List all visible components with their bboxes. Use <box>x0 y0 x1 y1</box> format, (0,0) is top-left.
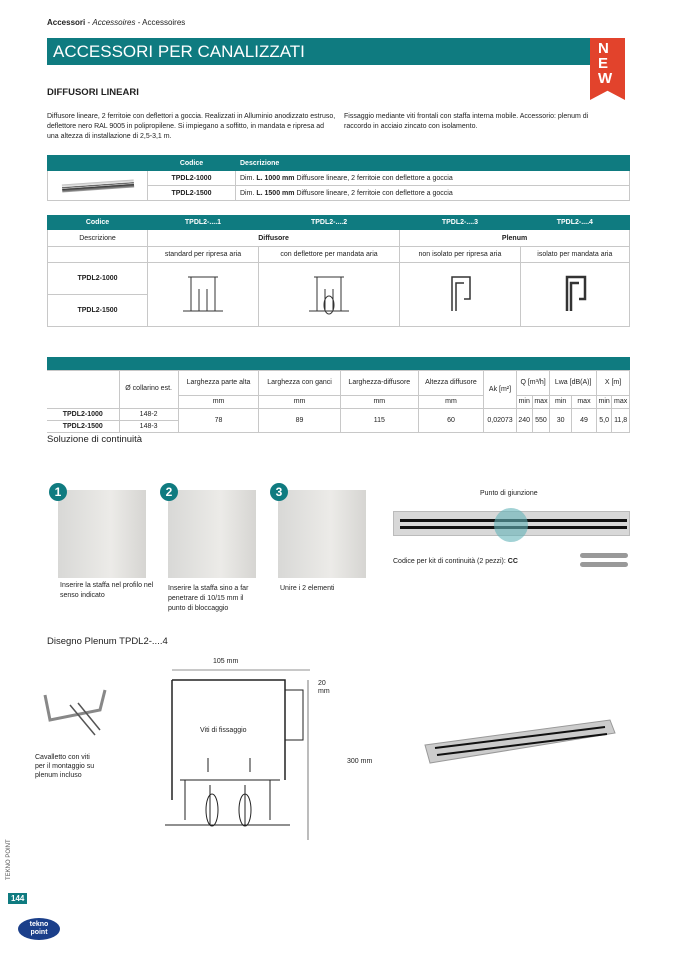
plenum-drawing <box>150 650 380 850</box>
tekno-point-logo: tekno point <box>18 918 60 940</box>
step-2-photo <box>168 490 256 578</box>
drawing-standard <box>148 263 259 327</box>
step-3-photo <box>278 490 366 578</box>
step-number: 3 <box>270 483 288 501</box>
breadcrumb: Accessori - Accessoires - Accessoires <box>47 18 186 27</box>
step-number: 2 <box>160 483 178 501</box>
diffuser-photo <box>420 715 620 770</box>
junction-label: Punto di giunzione <box>480 490 538 497</box>
screws-label: Viti di fissaggio <box>200 727 247 734</box>
diffuser-image <box>48 171 148 201</box>
product-table: Codice Descrizione TPDL2-1000 Dim. L. 1000 mm Diffusore lineare, 2 ferritoie con deflettore a goccia TPDL2-1500 Dim. L. 1500 mm Diffusore lineare, 2 ferritoie con deflettore a goccia <box>47 155 630 201</box>
step-number: 1 <box>49 483 67 501</box>
dim-height: 300 mm <box>347 758 373 765</box>
kit-strips-image <box>580 553 628 558</box>
page-title: ACCESSORI PER CANALIZZATI <box>47 38 592 65</box>
continuity-title: Soluzione di continuità <box>47 434 143 445</box>
table-row: TPDL2-1500 148-3 <box>47 420 630 432</box>
step-1-photo <box>58 490 146 578</box>
section-title: DIFFUSORI LINEARI <box>47 87 139 98</box>
kit-strips-image <box>580 562 628 567</box>
drawing-plenum-insulated <box>520 263 629 327</box>
table-row: TPDL2-1000 148-2 78 89 115 60 0,02073 240 550 30 49 5,0 11,8 <box>47 408 630 420</box>
table-row: TPDL2-1000 Dim. L. 1000 mm Diffusore lineare, 2 ferritoie con deflettore a goccia <box>48 171 630 186</box>
step-caption: Inserire la staffa sino a far penetrare di 10/15 mm il punto di bloccaggio <box>168 585 249 612</box>
brand-vertical: TEKNO POINT <box>6 839 12 880</box>
dim-width: 105 mm <box>213 658 239 665</box>
dim-20: 20 mm <box>318 680 330 695</box>
intro-right: Fissaggio mediante viti frontali con staffa interna mobile. Accessorio: plenum di raccordo in acciaio zincato con isolamento. <box>344 113 589 130</box>
step-caption: Inserire la staffa nel profilo nel senso indicato <box>60 582 154 599</box>
table-row: TPDL2-1500 Dim. L. 1500 mm Diffusore lineare, 2 ferritoie con deflettore a goccia <box>48 186 630 201</box>
variants-table: Codice TPDL2-....1 TPDL2-....2 TPDL2-....3 TPDL2-....4 Descrizione Diffusore Plenum standard per ripresa aria con deflettore per mandata aria non isolato per ripresa aria isolato per mandata aria TPDL2-1000 TPDL2-1500 <box>47 215 630 327</box>
new-badge-text: NEW <box>598 40 613 87</box>
page-number: 144 <box>8 893 27 904</box>
step-caption: Unire i 2 elementi <box>280 585 335 592</box>
bracket-label: Cavalletto con viti per il montaggio su plenum incluso <box>35 754 95 779</box>
intro-left: Diffusore lineare, 2 ferritoie con deflettori a goccia. Realizzati in Alluminio anodizzato estruso, deflettore nero RAL 9005 in polipropilene. Si impiegano a soffitto, in mandata e ripresa ad una altezza di installazione di 2,5-3,1 m. <box>47 113 336 140</box>
bracket-image <box>40 685 120 745</box>
plenum-title: Disegno Plenum TPDL2-....4 <box>47 636 168 647</box>
junction-bar-image <box>393 511 630 536</box>
kit-text: Codice per kit di continuità (2 pezzi): CC <box>393 558 518 565</box>
drawing-plenum-uninsulated <box>400 263 521 327</box>
drawing-deflector <box>258 263 399 327</box>
specs-table: Ø collarino est. Larghezza parte alta Larghezza con ganci Larghezza-diffusore Altezza diffusore Ak [m²] Q [m³/h] Lwa [dB(A)] X [m] mm mm mm mm min max min max min max TPDL2-1000 148-2 78 89 115 60 0,02073 240 550 30 49 5,0 11,8 TPDL2-1500 148-3 <box>47 357 630 433</box>
